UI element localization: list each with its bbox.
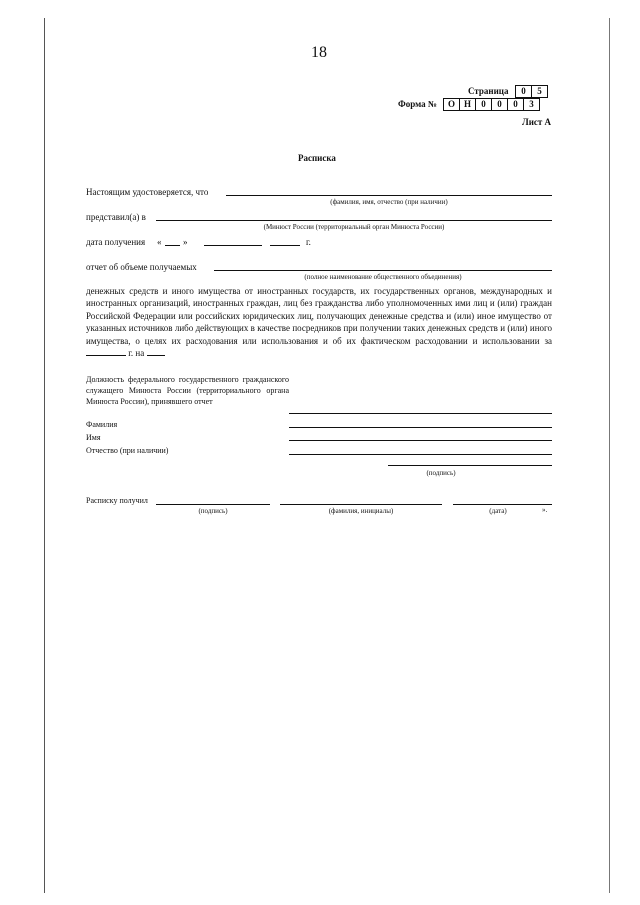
receipt-label: Расписку получил <box>86 496 148 505</box>
certify-text: Настоящим удостоверяется, что <box>86 187 209 197</box>
report-description-text: денежных средств и иного имущества от иностранных государств, их государственных органов, международных и иностранных организаций, иностранных граждан, лиц без гражданства либо уполномоченных ими лиц и (или) граждан Российской Федерации или российских юридических лиц, получающих денежные средства и (или) иное имущество от указанных источников либо действующих в качестве посредников при получении таких денежных средств и (или) иного имущества, о целях их расходования или использования и об их фактическом расходовании и использовании за <box>86 286 552 346</box>
submitted-caption: (Минюст России (территориальный орган Минюста России) <box>263 223 445 231</box>
received-day-field[interactable] <box>165 245 180 246</box>
received-date-close-quote: » <box>183 237 188 247</box>
report-caption: (полное наименование общественного объединения) <box>304 273 462 281</box>
receipt-trailing-quote: ». <box>542 506 548 514</box>
official-patronymic-field[interactable] <box>289 454 552 455</box>
certify-caption: (фамилия, имя, отчество (при наличии) <box>330 198 448 206</box>
report-period-field[interactable] <box>86 348 126 356</box>
form-digit-cell: 3 <box>523 98 540 111</box>
received-date-label: дата получения <box>86 237 146 247</box>
form-label: Форма № <box>398 99 437 109</box>
form-digit-cell: 0 <box>475 98 492 111</box>
form-digit-cell: Н <box>459 98 476 111</box>
document-title: Расписка <box>298 153 336 163</box>
received-year-field[interactable] <box>270 245 300 246</box>
official-position-label: Должность федерального государственного гражданского служащего Минюста России (территориального органа Минюста России), принявшего отчет <box>86 375 289 406</box>
page-digit-cell: 5 <box>531 85 548 98</box>
report-label: отчет об объеме получаемых <box>86 262 197 272</box>
certify-name-field[interactable] <box>226 195 552 196</box>
sheet-label: Лист А <box>522 117 552 127</box>
receipt-signature-caption: (подпись) <box>198 507 228 515</box>
report-year-label: г. на <box>128 348 145 359</box>
form-digit-cell: 0 <box>491 98 508 111</box>
page-digits <box>516 85 548 98</box>
report-description-paragraph <box>86 285 552 359</box>
submitted-organ-field[interactable] <box>156 220 552 221</box>
received-year-suffix: г. <box>306 237 311 247</box>
submitted-text: представил(а) в <box>86 212 146 222</box>
form-digit-cell: 0 <box>507 98 524 111</box>
official-name-field[interactable] <box>289 440 552 441</box>
official-patronymic-label: Отчество (при наличии) <box>86 446 169 455</box>
official-name-label: Имя <box>86 433 101 442</box>
official-surname-field[interactable] <box>289 427 552 428</box>
report-date-field[interactable] <box>147 348 165 356</box>
receipt-name-caption: (фамилия, инициалы) <box>328 507 394 515</box>
page-digit-cell: 0 <box>515 85 532 98</box>
page-frame <box>44 18 610 893</box>
receipt-date-caption: (дата) <box>489 507 507 515</box>
official-position-field[interactable] <box>289 413 552 414</box>
received-month-field[interactable] <box>204 245 262 246</box>
report-organization-field[interactable] <box>214 270 552 271</box>
form-digits <box>444 98 540 111</box>
receipt-name-field[interactable] <box>280 504 442 505</box>
official-signature-caption: (подпись) <box>426 469 456 477</box>
page-number: 18 <box>311 44 327 61</box>
form-digit-cell: О <box>443 98 460 111</box>
official-surname-label: Фамилия <box>86 420 118 429</box>
receipt-signature-field[interactable] <box>156 504 270 505</box>
received-date-open-quote: « <box>157 237 162 247</box>
page-label: Страница <box>468 86 509 96</box>
official-signature-field[interactable] <box>388 465 552 466</box>
receipt-date-field[interactable] <box>453 504 552 505</box>
